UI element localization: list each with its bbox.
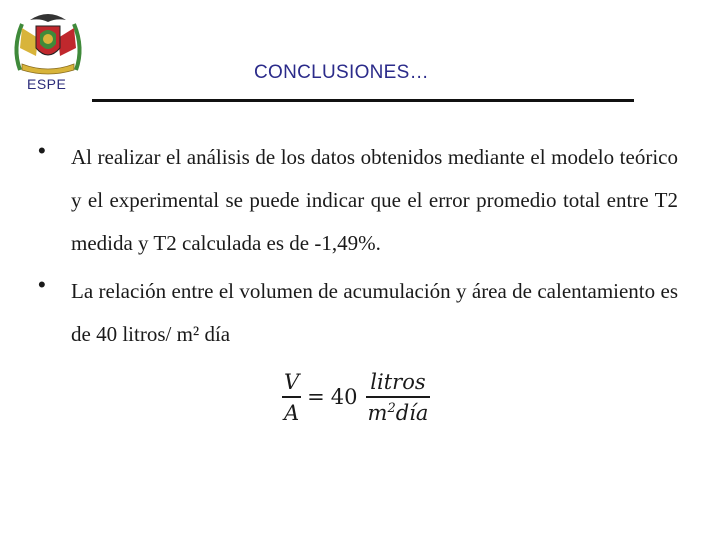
formula-numerator: V	[284, 370, 300, 394]
espe-crest-icon	[8, 8, 88, 78]
bullet-item	[38, 136, 678, 265]
formula-equals: =	[307, 385, 325, 410]
bullet-item	[38, 270, 678, 356]
slide-title: CONCLUSIONES…	[254, 62, 429, 83]
formula-ratio	[282, 370, 301, 425]
unit-denominator-exponent: 2	[387, 400, 396, 416]
bullet-text: La relación entre el volumen de acumulación y área de calentamiento es de 40 litros/ m² día	[71, 279, 678, 346]
formula-denominator: A	[284, 400, 300, 425]
unit-denominator-base: m	[367, 400, 388, 425]
formula	[282, 370, 430, 425]
bullet-dot-icon: •	[38, 138, 46, 163]
unit-denominator	[366, 398, 431, 425]
bullet-list	[38, 136, 678, 356]
unit-denominator-rest: día	[395, 400, 429, 425]
logo-label: ESPE	[27, 76, 67, 92]
formula-constant: 40	[330, 385, 358, 410]
unit-numerator: litros	[370, 370, 426, 394]
title-divider	[92, 99, 634, 102]
formula-unit	[366, 370, 431, 425]
bullet-text: Al realizar el análisis de los datos obtenidos mediante el modelo teórico y el experimental se puede indicar que el error promedio total entre T2 medida y T2 calculada es de -1,49%.	[71, 145, 678, 255]
bullet-dot-icon: •	[38, 272, 46, 297]
